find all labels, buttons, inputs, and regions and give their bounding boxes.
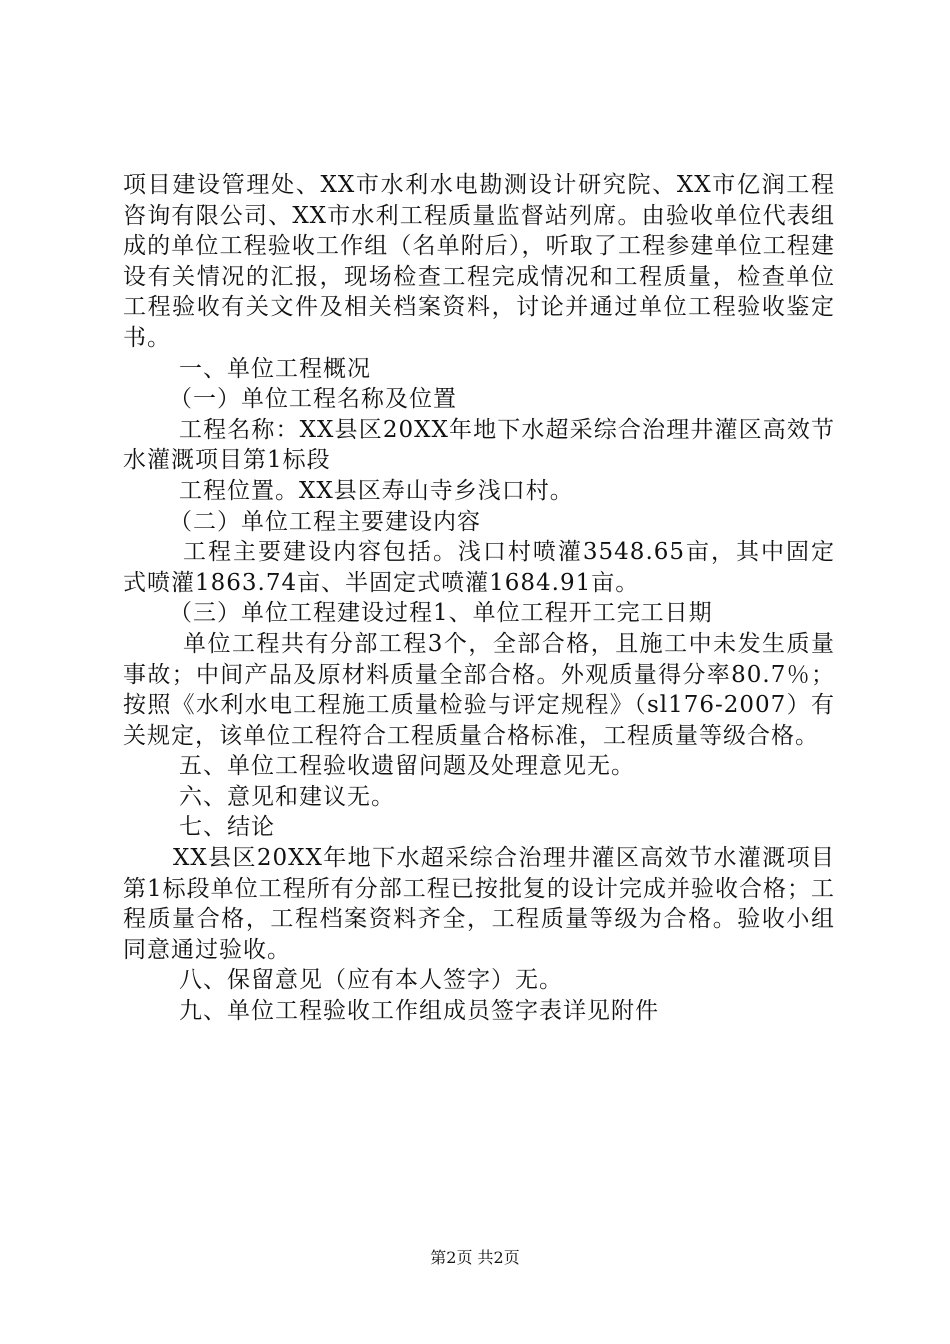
section-heading-opinions: 六、意见和建议无。 — [179, 783, 395, 810]
section-heading-reserved-opinions: 八、保留意见（应有本人签字）无。 — [179, 967, 563, 994]
paragraph-conclusion: XX县区20XX年地下水超采综合治理井灌区高效节水灌溉项目第1标段单位工程所有分部工程已按批复的设计完成并验收合格；工程质量合格，工程档案资料齐全，工程质量等级为合格。验收小组同意通过验收。 — [123, 845, 835, 963]
section-heading-overview: 一、单位工程概况 — [179, 355, 371, 382]
page-number-footer: 第2页 共2页 — [430, 1248, 520, 1267]
subsection-heading-main-content: （二）单位工程主要建设内容 — [169, 508, 481, 535]
section-heading-signature-table: 九、单位工程验收工作组成员签字表详见附件 — [179, 998, 659, 1025]
document-body — [123, 170, 835, 1027]
subsection-heading-name-location: （一）单位工程名称及位置 — [169, 386, 457, 413]
paragraph-main-content: 工程主要建设内容包括。浅口村喷灌3548.65亩，其中固定式喷灌1863.74亩、半固定式喷灌1684.91亩。 — [123, 539, 835, 596]
paragraph-project-location: 工程位置。XX县区寿山寺乡浅口村。 — [179, 477, 574, 504]
subsection-heading-construction-process: （三）单位工程建设过程1、单位工程开工完工日期 — [169, 600, 713, 627]
paragraph-quality-assessment: 单位工程共有分部工程3个，全部合格，且施工中未发生质量事故；中间产品及原材料质量全部合格。外观质量得分率80.7％；按照《水利水电工程施工质量检验与评定规程》（sl176-2007）有关规定，该单位工程符合工程质量合格标准，工程质量等级合格。 — [123, 630, 835, 749]
paragraph-project-name: 工程名称：XX县区20XX年地下水超采综合治理井灌区高效节水灌溉项目第1标段 — [123, 416, 835, 474]
section-heading-conclusion: 七、结论 — [179, 814, 275, 841]
section-heading-remaining-issues: 五、单位工程验收遗留问题及处理意见无。 — [179, 753, 635, 780]
paragraph-attendees: 项目建设管理处、XX市水利水电勘测设计研究院、XX市亿润工程咨询有限公司、XX市水利工程质量监督站列席。由验收单位代表组成的单位工程验收工作组（名单附后），听取了工程参建单位工程建设有关情况的汇报，现场检查工程完成情况和工程质量，检查单位工程验收有关文件及相关档案资料，讨论并通过单位工程验收鉴定书。 — [123, 172, 835, 351]
